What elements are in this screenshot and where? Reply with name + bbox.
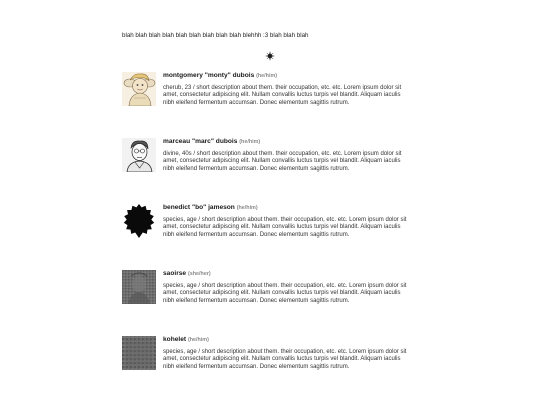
grey-texture-portrait-icon[interactable] <box>122 270 156 304</box>
character-name: montgomery "monty" dubois <box>163 72 255 79</box>
character-name: kohelet <box>163 336 187 343</box>
character-description: divine, 40s / short description about them. their occupation, etc. etc. Lorem ipsum dolor sit amet, consectetur adipiscing elit. Nullam convallis luctus turpis vel blandit. Aliquam iaculis nibh eleifend fermentum accumsan. Donec elementum sagittis rutrum. <box>163 151 402 172</box>
sun-star-icon <box>265 51 275 61</box>
character-name: marceau "marc" dubois <box>163 138 238 145</box>
character-pronouns: (he/him) <box>256 73 278 79</box>
character-pronouns: (she/her) <box>187 271 211 277</box>
character-description: species, age / short description about them. their occupation, etc. etc. Lorem ipsum dolor sit amet, consectetur adipiscing elit. Nullam convallis luctus turpis vel blandit. Aliquam iaculis nibh eleifend fermentum accumsan. Donec elementum sagittis rutrum. <box>163 217 407 238</box>
intro-text: blah blah blah blah blah blah blah blah blah blehhh :3 blah blah blah <box>122 32 309 39</box>
character-name: saoirse <box>163 270 187 277</box>
character-pronouns: (he/him) <box>187 337 209 343</box>
character-description: species, age / short description about them. their occupation, etc. etc. Lorem ipsum dolor sit amet, consectetur adipiscing elit. Nullam convallis luctus turpis vel blandit. Aliquam iaculis nibh eleifend fermentum accumsan. Donec elementum sagittis rutrum. <box>163 349 407 370</box>
character-description: species, age / short description about them. their occupation, etc. etc. Lorem ipsum dolor sit amet, consectetur adipiscing elit. Nullam convallis luctus turpis vel blandit. Aliquam iaculis nibh eleifend fermentum accumsan. Donec elementum sagittis rutrum. <box>163 283 407 304</box>
grey-noise-portrait-icon[interactable] <box>122 336 156 370</box>
sketch-portrait-icon[interactable] <box>122 138 156 172</box>
character-pronouns: (he/him) <box>239 139 261 145</box>
character-description: cherub, 23 / short description about them. their occupation, etc. etc. Lorem ipsum dolor sit amet, consectetur adipiscing elit. Nullam convallis luctus turpis vel blandit. Aliquam iaculis nibh eleifend fermentum accumsan. Donec elementum sagittis rutrum. <box>163 85 402 106</box>
cherub-portrait-icon[interactable] <box>122 72 156 106</box>
character-name: benedict "bo" jameson <box>163 204 235 211</box>
character-pronouns: (he/him) <box>236 205 258 211</box>
black-seal-icon[interactable] <box>122 204 156 238</box>
